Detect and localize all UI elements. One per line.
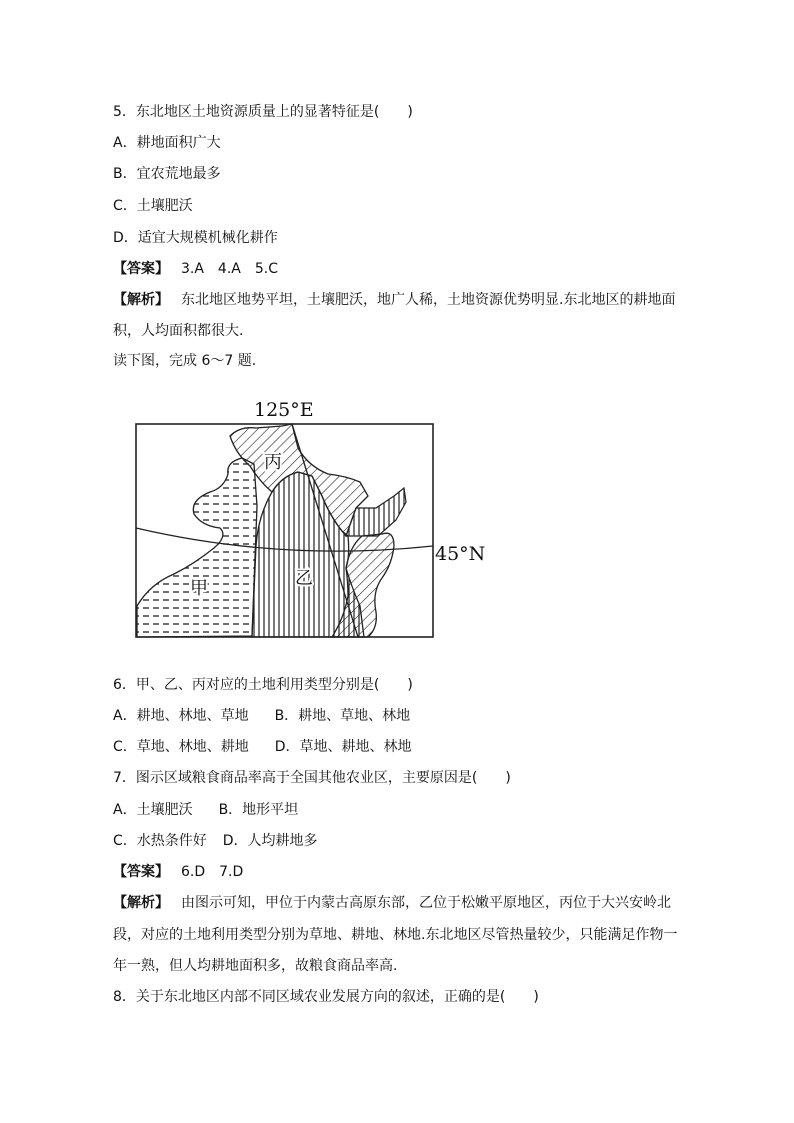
analysis-block-2 bbox=[113, 893, 671, 913]
answer-text: 3.A 4.A 5.C bbox=[181, 261, 279, 277]
q6-options-row-1 bbox=[113, 706, 410, 726]
q7-options-row-1 bbox=[113, 800, 298, 820]
q7-options-row-2 bbox=[113, 831, 318, 851]
longitude-label: 125°E bbox=[254, 399, 314, 421]
analysis-tag: 【解析】 bbox=[113, 292, 169, 308]
answer-block-1 bbox=[113, 259, 278, 279]
q7-stem: 7．图示区域粮食商品率高于全国其他农业区，主要原因是( ) bbox=[113, 770, 511, 786]
q5-option-b: B．宜农荒地最多 bbox=[113, 166, 221, 182]
answer-text: 6.D 7.D bbox=[181, 864, 244, 880]
q6-option-c: C．草地、林地、耕地 bbox=[113, 739, 249, 755]
q6-stem: 6．甲、乙、丙对应的土地利用类型分别是( ) bbox=[113, 677, 413, 693]
q6-option-d: D．草地、耕地、林地 bbox=[274, 739, 412, 755]
q5-option-c: C．土壤肥沃 bbox=[113, 198, 193, 214]
analysis-line: 积，人均面积都很大. bbox=[113, 323, 244, 339]
analysis-line: 由图示可知，甲位于内蒙古高原东部，乙位于松嫩平原地区，丙位于大兴安岭北 bbox=[181, 895, 671, 911]
q6-option-a: A．耕地、林地、草地 bbox=[113, 708, 249, 724]
northeast-land-use-map bbox=[132, 396, 486, 642]
q7-option-b: B．地形平坦 bbox=[218, 802, 299, 818]
answer-tag: 【答案】 bbox=[113, 864, 169, 880]
answer-block-2 bbox=[113, 862, 243, 882]
region-c-label: 丙 bbox=[264, 452, 282, 473]
q7-option-d: D．人均耕地多 bbox=[222, 833, 318, 849]
q5-option-d: D．适宜大规模机械化耕作 bbox=[113, 230, 278, 246]
read-instruction: 读下图，完成 6～7 题. bbox=[113, 353, 257, 369]
q6-options-row-2 bbox=[113, 737, 412, 757]
region-a-label: 甲 bbox=[190, 578, 208, 599]
q7-option-a: A．土壤肥沃 bbox=[113, 802, 193, 818]
latitude-label: 45°N bbox=[435, 543, 486, 565]
analysis-line: 年一熟，但人均耕地面积多，故粮食商品率高. bbox=[113, 958, 398, 974]
q6-option-b: B．耕地、草地、林地 bbox=[274, 708, 411, 724]
q5-option-a: A．耕地面积广大 bbox=[113, 135, 221, 151]
q8-stem: 8．关于东北地区内部不同区域农业发展方向的叙述，正确的是( ) bbox=[113, 989, 539, 1005]
q5-stem: 5．东北地区土地资源质量上的显著特征是( ) bbox=[113, 104, 413, 120]
analysis-block-1 bbox=[113, 290, 675, 310]
answer-tag: 【答案】 bbox=[113, 261, 169, 277]
analysis-line: 东北地区地势平坦，土壤肥沃，地广人稀，土地资源优势明显.东北地区的耕地面 bbox=[181, 292, 676, 308]
region-b-label: 乙 bbox=[295, 568, 313, 589]
q7-option-c: C．水热条件好 bbox=[113, 833, 207, 849]
analysis-tag: 【解析】 bbox=[113, 895, 169, 911]
analysis-line: 段，对应的土地利用类型分别为草地、耕地、林地.东北地区尽管热量较少，只能满足作物一 bbox=[113, 927, 678, 943]
